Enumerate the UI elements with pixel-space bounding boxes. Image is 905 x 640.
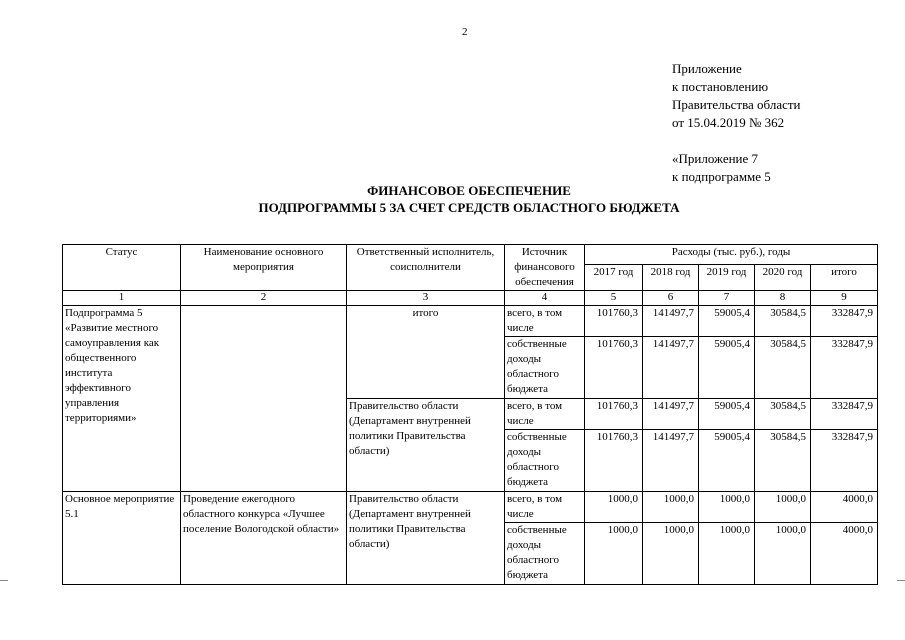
value-cell: 30584,5: [755, 337, 811, 399]
appendix-subheader: [672, 150, 771, 186]
header-source: Источник финансового обеспечения: [505, 245, 585, 291]
value-cell: 141497,7: [643, 306, 699, 337]
value-cell: 332847,9: [811, 337, 878, 399]
executor-cell: Правительство области (Департамент внутренней политики Правительства области): [347, 492, 505, 585]
value-cell: 4000,0: [811, 523, 878, 585]
source-cell: всего, в том числе: [505, 492, 585, 523]
value-cell: 141497,7: [643, 399, 699, 430]
source-cell: всего, в том числе: [505, 306, 585, 337]
col-number: 4: [505, 291, 585, 306]
value-cell: 332847,9: [811, 306, 878, 337]
header-year: 2019 год: [699, 265, 755, 291]
value-cell: 59005,4: [699, 306, 755, 337]
header-status: Статус: [63, 245, 181, 291]
value-cell: 1000,0: [755, 523, 811, 585]
document-title: [60, 182, 878, 216]
col-number: 3: [347, 291, 505, 306]
value-cell: 30584,5: [755, 306, 811, 337]
value-cell: 1000,0: [699, 523, 755, 585]
financing-table: [62, 244, 878, 585]
header-year: 2018 год: [643, 265, 699, 291]
value-cell: 4000,0: [811, 492, 878, 523]
header-year: 2020 год: [755, 265, 811, 291]
activity-cell: Проведение ежегодного областного конкурса «Лучшее поселение Вологодской области»: [181, 492, 347, 585]
title-line-2: ПОДПРОГРАММЫ 5 ЗА СЧЕТ СРЕДСТВ ОБЛАСТНОГО БЮДЖЕТА: [258, 200, 680, 215]
header-expenses: Расходы (тыс. руб.), годы: [585, 245, 878, 265]
value-cell: 141497,7: [643, 430, 699, 492]
appendix-line: «Приложение 7: [672, 151, 759, 166]
value-cell: 101760,3: [585, 337, 643, 399]
value-cell: 59005,4: [699, 337, 755, 399]
col-number: 9: [811, 291, 878, 306]
appendix-line: Правительства области: [672, 97, 801, 112]
appendix-header: [672, 60, 801, 132]
value-cell: 101760,3: [585, 399, 643, 430]
value-cell: 59005,4: [699, 430, 755, 492]
page-edge-mark: [897, 580, 905, 581]
appendix-line: к подпрограмме 5: [672, 169, 771, 184]
page-number: 2: [462, 26, 468, 38]
executor-cell: Правительство области (Департамент внутренней политики Правительства области): [347, 399, 505, 492]
appendix-line: от 15.04.2019 № 362: [672, 115, 785, 130]
value-cell: 141497,7: [643, 337, 699, 399]
col-number: 7: [699, 291, 755, 306]
value-cell: 30584,5: [755, 399, 811, 430]
value-cell: 59005,4: [699, 399, 755, 430]
title-line-1: ФИНАНСОВОЕ ОБЕСПЕЧЕНИЕ: [367, 183, 571, 198]
header-total: итого: [811, 265, 878, 291]
col-number: 5: [585, 291, 643, 306]
header-activity: Наименование основного мероприятия: [181, 245, 347, 291]
value-cell: 332847,9: [811, 399, 878, 430]
status-cell: Подпрограмма 5 «Развитие местного самоуправления как общественного института эффективного управления территориями»: [63, 306, 181, 492]
table-row: [63, 492, 878, 523]
col-number: 8: [755, 291, 811, 306]
source-cell: всего, в том числе: [505, 399, 585, 430]
value-cell: 30584,5: [755, 430, 811, 492]
activity-cell: [181, 306, 347, 492]
col-number: 1: [63, 291, 181, 306]
value-cell: 1000,0: [643, 523, 699, 585]
header-executor: Ответственный исполнитель, соисполнители: [347, 245, 505, 291]
col-number: 2: [181, 291, 347, 306]
source-cell: собственные доходы областного бюджета: [505, 337, 585, 399]
value-cell: 101760,3: [585, 430, 643, 492]
col-number: 6: [643, 291, 699, 306]
value-cell: 1000,0: [643, 492, 699, 523]
value-cell: 1000,0: [585, 523, 643, 585]
source-cell: собственные доходы областного бюджета: [505, 523, 585, 585]
source-cell: собственные доходы областного бюджета: [505, 430, 585, 492]
value-cell: 1000,0: [699, 492, 755, 523]
appendix-line: Приложение: [672, 61, 742, 76]
table-row: [63, 306, 878, 337]
value-cell: 1000,0: [755, 492, 811, 523]
value-cell: 332847,9: [811, 430, 878, 492]
status-cell: Основное мероприятие 5.1: [63, 492, 181, 585]
header-year: 2017 год: [585, 265, 643, 291]
appendix-line: к постановлению: [672, 79, 769, 94]
executor-cell: итого: [347, 306, 505, 399]
page-edge-mark: [0, 580, 8, 581]
value-cell: 1000,0: [585, 492, 643, 523]
value-cell: 101760,3: [585, 306, 643, 337]
